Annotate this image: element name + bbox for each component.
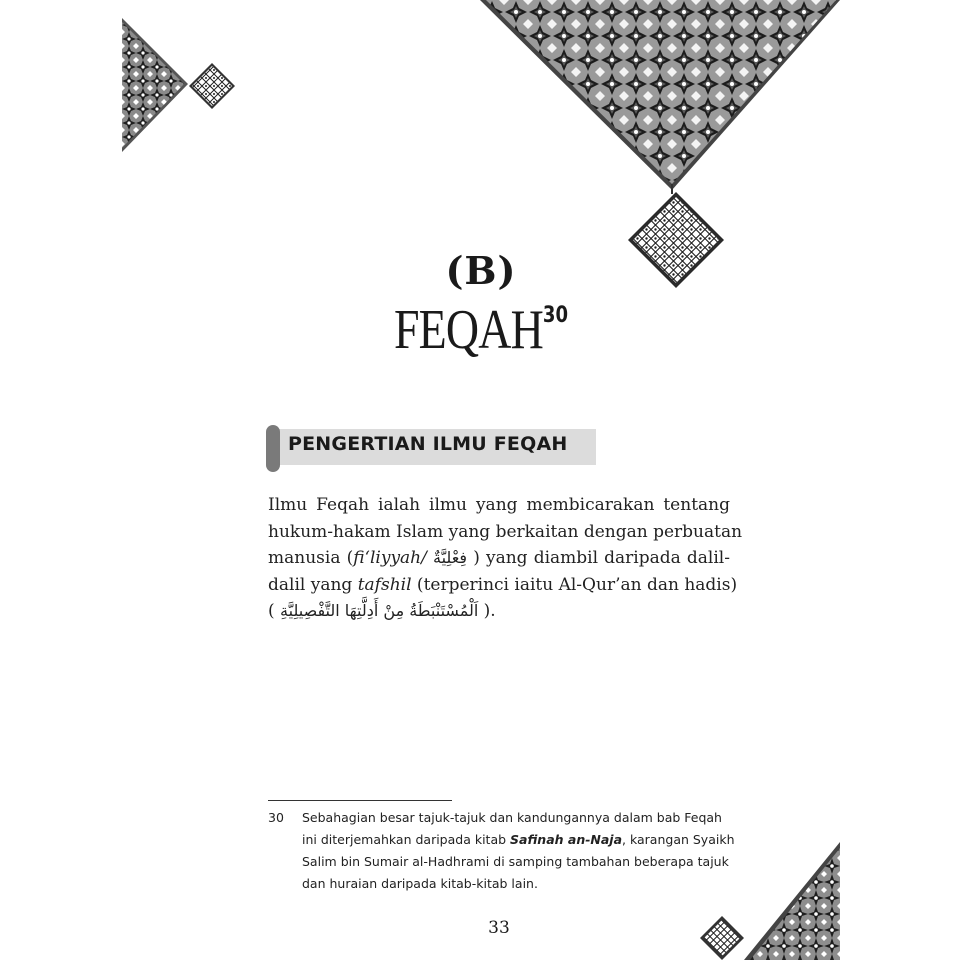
italic-term: tafshil [357, 574, 412, 595]
body-text-segment: dalil yang [268, 574, 358, 595]
footnote-line: Sebahagian besar tajuk-tajuk dan kandungannya dalam bab Feqah [302, 810, 722, 825]
body-line [268, 545, 730, 572]
arabic-term: فِعْلِيَّةٌ [433, 548, 468, 567]
italic-term: fi‘liyyah/ [353, 548, 427, 568]
book-title: Safinah an-Naja [510, 832, 623, 847]
footnote-line: dan huraian daripada kitab-kitab lain. [302, 876, 538, 891]
body-line: hukum-hakam Islam yang berkaitan dengan perbuatan [268, 521, 743, 542]
page-number: 33 [488, 918, 510, 938]
footnote-reference: 30 [542, 303, 569, 328]
body-text-segment: (terperinci iaitu Al-Qur’an dan hadis) [411, 574, 738, 595]
footnote-body [302, 807, 742, 895]
body-line [268, 598, 730, 625]
body-text-segment: ) yang diambil daripada dalil- [467, 548, 730, 568]
section-heading: PENGERTIAN ILMU FEQAH [288, 433, 568, 455]
footnote-divider [268, 800, 452, 801]
footnote-line [302, 829, 742, 851]
body-line [268, 572, 738, 599]
heading-banner-cap [266, 425, 280, 472]
body-paragraph [268, 492, 743, 625]
footnote-text-segment: , karangan Syaikh [622, 832, 735, 847]
body-text-segment: ). [478, 601, 496, 621]
chapter-title [187, 298, 776, 362]
footnote-line: Salim bin Sumair al-Hadhrami di samping tambahan beberapa tajuk [302, 854, 729, 869]
section-label: (B) [445, 248, 517, 293]
footnote-number: 30 [268, 810, 284, 825]
body-line: Ilmu Feqah ialah ilmu yang membicarakan tentang [268, 495, 730, 515]
arabic-phrase: اَلْمُسْتَنْبَطَةُ مِنْ أَدِلَّتِهَا التَّفْصِيلِيَّةِ [280, 601, 479, 620]
body-text-segment: ( [268, 601, 281, 621]
body-text-segment: manusia ( [268, 548, 354, 568]
chapter-title-text: FEQAH [393, 299, 543, 361]
footnote-text-segment: ini diterjemahkan daripada kitab [302, 832, 511, 847]
ornament-top-left [122, 18, 238, 156]
book-page [122, 0, 840, 960]
